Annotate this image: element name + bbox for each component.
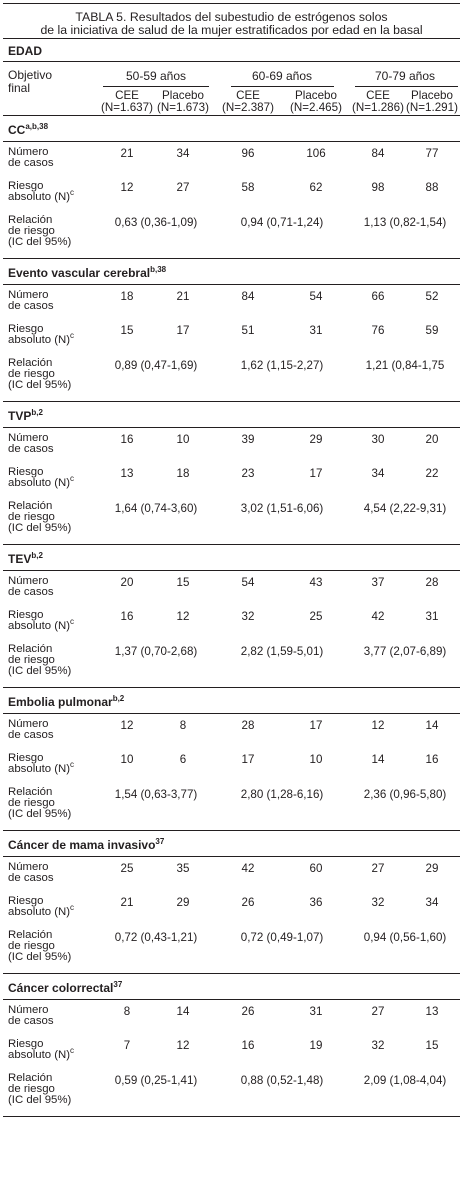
absolute-risk-value: 32 [371, 1039, 385, 1052]
cases-value: 14 [425, 719, 439, 732]
absolute-risk-value: 27 [176, 181, 190, 194]
endpoint-heading [3, 688, 460, 713]
column-heading [149, 90, 217, 114]
label-line [8, 903, 75, 918]
label-line: (IC del 95%) [8, 1094, 72, 1106]
absolute-risk-value: 62 [309, 181, 323, 194]
label-text: absoluto (N) [8, 477, 71, 489]
risk-ratio-value: 0,63 (0,36-1,09) [114, 216, 198, 229]
endpoint-reference: b,2 [112, 694, 125, 703]
absolute-risk-value: 16 [425, 753, 439, 766]
endpoint-name [8, 123, 48, 137]
age-group-label: 60-69 años [251, 69, 313, 83]
label-line: Número [8, 575, 49, 587]
cases-row [3, 1000, 460, 1035]
cases-value: 8 [123, 1005, 131, 1018]
endpoint-heading [3, 259, 460, 284]
absolute-risk-value: 32 [241, 610, 255, 623]
endpoint-heading [3, 402, 460, 427]
label-line: (IC del 95%) [8, 236, 72, 248]
cases-value: 26 [241, 1005, 255, 1018]
cases-value: 10 [176, 433, 190, 446]
risk-ratio-row [3, 641, 460, 687]
absolute-risk-value: 59 [425, 324, 439, 337]
risk-ratio-value: 0,89 (0,47-1,69) [114, 359, 198, 372]
cases-row [3, 428, 460, 463]
label-line: (IC del 95%) [8, 522, 72, 534]
risk-ratio-value: 0,94 (0,71-1,24) [240, 216, 324, 229]
label-line: Relación [8, 929, 53, 941]
label-line: de riesgo [8, 368, 55, 380]
label-line: Relación [8, 500, 53, 512]
label-line [8, 188, 75, 203]
label-line: (IC del 95%) [8, 951, 72, 963]
cases-value: 12 [371, 719, 385, 732]
edad-header [3, 39, 460, 61]
cases-value: 28 [425, 576, 439, 589]
edad-label: EDAD [8, 44, 43, 58]
absolute-risk-value: 76 [371, 324, 385, 337]
risk-ratio-row [3, 212, 460, 258]
label-line: de riesgo [8, 511, 55, 523]
risk-ratio-row [3, 784, 460, 830]
cases-value: 106 [306, 147, 326, 160]
label-line: (IC del 95%) [8, 665, 72, 677]
column-heading [398, 90, 464, 114]
label-line: (IC del 95%) [8, 379, 72, 391]
label-line: Riesgo [8, 1038, 44, 1050]
endpoint-section [3, 402, 460, 545]
endpoint-section [3, 688, 460, 831]
label-line: (IC del 95%) [8, 808, 72, 820]
age-group-label: 70-79 años [374, 69, 436, 83]
absolute-risk-value: 34 [425, 896, 439, 909]
risk-ratio-value: 0,72 (0,49-1,07) [240, 931, 324, 944]
cases-value: 35 [176, 862, 190, 875]
cases-value: 39 [241, 433, 255, 446]
cases-value: 43 [309, 576, 323, 589]
label-text: absoluto (N) [8, 906, 71, 918]
column-n: (N=1.673) [157, 101, 209, 114]
absolute-risk-value: 17 [241, 753, 255, 766]
endpoint-reference: 37 [113, 980, 123, 989]
cases-value: 34 [176, 147, 190, 160]
column-heading [214, 90, 282, 114]
cases-value: 31 [309, 1005, 323, 1018]
objetivo-line-2: final [8, 81, 31, 95]
absolute-risk-value: 21 [120, 896, 134, 909]
absolute-risk-value: 13 [120, 467, 134, 480]
label-text: absoluto (N) [8, 620, 71, 632]
risk-ratio-value: 1,37 (0,70-2,68) [114, 645, 198, 658]
absolute-risk-value: 31 [309, 324, 323, 337]
column-name: CEE [366, 89, 390, 102]
absolute-risk-value: 14 [371, 753, 385, 766]
cases-value: 18 [120, 290, 134, 303]
risk-ratio-row [3, 355, 460, 401]
endpoint-name [8, 981, 122, 995]
absolute-risk-row [3, 749, 460, 784]
risk-ratio-value: 3,77 (2,07-6,89) [363, 645, 447, 658]
label-line: Riesgo [8, 323, 44, 335]
risk-ratio-row [3, 1070, 460, 1116]
endpoint-name [8, 838, 164, 852]
endpoint-section [3, 974, 460, 1117]
objetivo-label [8, 69, 52, 95]
risk-ratio-label [8, 1073, 71, 1106]
risk-ratio-value: 1,13 (0,82-1,54) [363, 216, 447, 229]
endpoint-section [3, 259, 460, 402]
risk-ratio-row [3, 927, 460, 973]
endpoint-heading [3, 545, 460, 570]
risk-ratio-value: 2,80 (1,28-6,16) [240, 788, 324, 801]
absolute-risk-row [3, 1035, 460, 1070]
label-line: Relación [8, 214, 53, 226]
cases-value: 84 [371, 147, 385, 160]
column-n: (N=2.465) [290, 101, 342, 114]
label-reference: c [70, 474, 75, 483]
label-reference: c [70, 760, 75, 769]
endpoint-name [8, 409, 43, 423]
endpoint-section [3, 831, 460, 974]
label-line: Riesgo [8, 466, 44, 478]
label-line: Número [8, 146, 49, 158]
risk-ratio-value: 2,36 (0,96-5,80) [363, 788, 447, 801]
endpoint-heading [3, 831, 460, 856]
label-line: de casos [8, 729, 54, 741]
label-line: de casos [8, 300, 54, 312]
column-n: (N=1.291) [406, 101, 458, 114]
risk-ratio-label [8, 358, 71, 391]
absolute-risk-value: 36 [309, 896, 323, 909]
cases-value: 20 [425, 433, 439, 446]
label-line: de casos [8, 443, 54, 455]
absolute-risk-value: 32 [371, 896, 385, 909]
cases-label [8, 719, 54, 741]
absolute-risk-value: 17 [309, 467, 323, 480]
label-reference: c [70, 617, 75, 626]
label-line: de casos [8, 157, 54, 169]
absolute-risk-label [8, 181, 74, 203]
age-group-underline [355, 86, 458, 87]
risk-ratio-value: 1,21 (0,84-1,75 [365, 359, 445, 372]
cases-value: 21 [120, 147, 134, 160]
cases-value: 60 [309, 862, 323, 875]
age-group-underline [231, 86, 334, 87]
absolute-risk-value: 15 [120, 324, 134, 337]
endpoint-heading [3, 116, 460, 141]
risk-ratio-value: 4,54 (2,22-9,31) [363, 502, 447, 515]
label-line: Riesgo [8, 752, 44, 764]
label-reference: c [70, 331, 75, 340]
column-heading [282, 90, 350, 114]
label-reference: c [70, 1046, 75, 1055]
label-text: absoluto (N) [8, 763, 71, 775]
cases-value: 29 [425, 862, 439, 875]
endpoint-section [3, 545, 460, 688]
absolute-risk-label [8, 753, 74, 775]
endpoint-name-text: Evento vascular cerebral [8, 266, 151, 280]
endpoint-reference: b,2 [31, 551, 43, 560]
cases-value: 17 [309, 719, 323, 732]
risk-ratio-label [8, 644, 71, 677]
label-text: absoluto (N) [8, 191, 71, 203]
absolute-risk-value: 10 [120, 753, 134, 766]
absolute-risk-value: 15 [425, 1039, 439, 1052]
cases-label [8, 576, 54, 598]
risk-ratio-value: 1,64 (0,74-3,60) [114, 502, 198, 515]
cases-value: 21 [176, 290, 190, 303]
label-reference: c [70, 903, 75, 912]
absolute-risk-value: 17 [176, 324, 190, 337]
cases-label [8, 433, 54, 455]
cases-value: 12 [120, 719, 134, 732]
risk-ratio-value: 1,62 (1,15-2,27) [240, 359, 324, 372]
cases-value: 54 [309, 290, 323, 303]
label-line [8, 1046, 75, 1061]
cases-value: 8 [179, 719, 187, 732]
label-text: absoluto (N) [8, 334, 71, 346]
absolute-risk-value: 12 [176, 1039, 190, 1052]
absolute-risk-value: 16 [120, 610, 134, 623]
risk-ratio-label [8, 501, 71, 534]
absolute-risk-value: 98 [371, 181, 385, 194]
cases-value: 28 [241, 719, 255, 732]
absolute-risk-value: 25 [309, 610, 323, 623]
absolute-risk-value: 7 [123, 1039, 131, 1052]
label-line [8, 331, 75, 346]
table-title [3, 4, 460, 38]
label-line: de riesgo [8, 940, 55, 952]
column-name: CEE [236, 89, 260, 102]
endpoint-name-text: CC [8, 123, 26, 137]
cases-row [3, 142, 460, 177]
absolute-risk-value: 26 [241, 896, 255, 909]
column-name: CEE [115, 89, 139, 102]
cases-label [8, 147, 54, 169]
absolute-risk-label [8, 324, 74, 346]
cases-value: 37 [371, 576, 385, 589]
absolute-risk-row [3, 892, 460, 927]
label-line: de casos [8, 872, 54, 884]
cases-value: 16 [120, 433, 134, 446]
age-group-underline [103, 86, 209, 87]
absolute-risk-row [3, 320, 460, 355]
absolute-risk-value: 19 [309, 1039, 323, 1052]
absolute-risk-row [3, 177, 460, 212]
title-line-2: de la iniciativa de salud de la mujer estratificados por edad en la basal [40, 23, 423, 37]
label-line: de casos [8, 586, 54, 598]
label-line: de riesgo [8, 1083, 55, 1095]
column-n: (N=1.286) [352, 101, 404, 114]
label-line: de riesgo [8, 654, 55, 666]
risk-ratio-label [8, 787, 71, 820]
absolute-risk-value: 88 [425, 181, 439, 194]
cases-value: 29 [309, 433, 323, 446]
cases-value: 15 [176, 576, 190, 589]
absolute-risk-value: 18 [176, 467, 190, 480]
absolute-risk-label [8, 896, 74, 918]
endpoint-name-text: Cáncer de mama invasivo [8, 838, 156, 852]
absolute-risk-row [3, 463, 460, 498]
absolute-risk-label [8, 1039, 74, 1061]
endpoint-name [8, 552, 43, 566]
label-line: Número [8, 861, 49, 873]
endpoint-name [8, 695, 124, 709]
absolute-risk-row [3, 606, 460, 641]
absolute-risk-value: 34 [371, 467, 385, 480]
absolute-risk-value: 58 [241, 181, 255, 194]
cases-value: 20 [120, 576, 134, 589]
label-line: Relación [8, 357, 53, 369]
label-reference: c [70, 188, 75, 197]
absolute-risk-value: 10 [309, 753, 323, 766]
endpoint-name-text: Cáncer colorrectal [8, 981, 114, 995]
column-n: (N=1.637) [101, 101, 153, 114]
risk-ratio-label [8, 215, 71, 248]
cases-value: 96 [241, 147, 255, 160]
label-line: Número [8, 1004, 49, 1016]
cases-row [3, 285, 460, 320]
rule [3, 1116, 460, 1117]
cases-value: 27 [371, 862, 385, 875]
endpoint-reference: b,2 [31, 408, 43, 417]
cases-label [8, 862, 54, 884]
risk-ratio-value: 0,72 (0,43-1,21) [114, 931, 198, 944]
absolute-risk-label [8, 467, 74, 489]
risk-ratio-value: 0,88 (0,52-1,48) [240, 1074, 324, 1087]
label-line: Número [8, 432, 49, 444]
endpoint-name [8, 266, 166, 280]
endpoint-name-text: TVP [8, 409, 32, 423]
absolute-risk-value: 22 [425, 467, 439, 480]
cases-value: 84 [241, 290, 255, 303]
risk-ratio-value: 0,59 (0,25-1,41) [114, 1074, 198, 1087]
column-name: Placebo [411, 89, 453, 102]
cases-value: 27 [371, 1005, 385, 1018]
cases-value: 13 [425, 1005, 439, 1018]
column-name: Placebo [295, 89, 337, 102]
absolute-risk-value: 31 [425, 610, 439, 623]
absolute-risk-value: 23 [241, 467, 255, 480]
label-line: Número [8, 289, 49, 301]
risk-ratio-value: 2,82 (1,59-5,01) [240, 645, 324, 658]
endpoint-name-text: Embolia pulmonar [8, 695, 113, 709]
title-line-1: TABLA 5. Resultados del subestudio de estrógenos solos [75, 10, 388, 24]
column-name: Placebo [162, 89, 204, 102]
column-header [3, 62, 460, 115]
label-line: Relación [8, 786, 53, 798]
cases-value: 25 [120, 862, 134, 875]
absolute-risk-value: 51 [241, 324, 255, 337]
cases-value: 30 [371, 433, 385, 446]
label-line: Riesgo [8, 895, 44, 907]
cases-value: 52 [425, 290, 439, 303]
endpoint-section [3, 116, 460, 259]
risk-ratio-label [8, 930, 71, 963]
absolute-risk-value: 6 [179, 753, 187, 766]
absolute-risk-label [8, 610, 74, 632]
cases-value: 54 [241, 576, 255, 589]
label-line: Relación [8, 1072, 53, 1084]
cases-row [3, 714, 460, 749]
endpoint-reference: a,b,38 [25, 122, 49, 131]
absolute-risk-value: 42 [371, 610, 385, 623]
endpoint-heading [3, 974, 460, 999]
absolute-risk-value: 12 [176, 610, 190, 623]
risk-ratio-value: 1,54 (0,63-3,77) [114, 788, 198, 801]
cases-label [8, 290, 54, 312]
cases-value: 14 [176, 1005, 190, 1018]
objetivo-line-1: Objetivo [8, 68, 53, 82]
cases-row [3, 857, 460, 892]
cases-row [3, 571, 460, 606]
cases-label [8, 1005, 54, 1027]
label-line: de riesgo [8, 225, 55, 237]
risk-ratio-value: 2,09 (1,08-4,04) [363, 1074, 447, 1087]
column-n: (N=2.387) [222, 101, 274, 114]
cases-value: 42 [241, 862, 255, 875]
label-line [8, 617, 75, 632]
risk-ratio-row [3, 498, 460, 544]
label-line: Relación [8, 643, 53, 655]
endpoint-name-text: TEV [8, 552, 32, 566]
label-line: Riesgo [8, 180, 44, 192]
label-line [8, 760, 75, 775]
risk-ratio-value: 3,02 (1,51-6,06) [240, 502, 324, 515]
label-line: Riesgo [8, 609, 44, 621]
label-line: Número [8, 718, 49, 730]
cases-value: 66 [371, 290, 385, 303]
age-group-label: 50-59 años [125, 69, 187, 83]
results-table [3, 3, 460, 1117]
absolute-risk-value: 16 [241, 1039, 255, 1052]
label-text: absoluto (N) [8, 1049, 71, 1061]
risk-ratio-value: 0,94 (0,56-1,60) [363, 931, 447, 944]
cases-value: 77 [425, 147, 439, 160]
endpoint-reference: b,38 [150, 265, 167, 274]
absolute-risk-value: 29 [176, 896, 190, 909]
endpoint-reference: 37 [155, 837, 165, 846]
label-line: de casos [8, 1015, 54, 1027]
absolute-risk-value: 12 [120, 181, 134, 194]
label-line [8, 474, 75, 489]
label-line: de riesgo [8, 797, 55, 809]
